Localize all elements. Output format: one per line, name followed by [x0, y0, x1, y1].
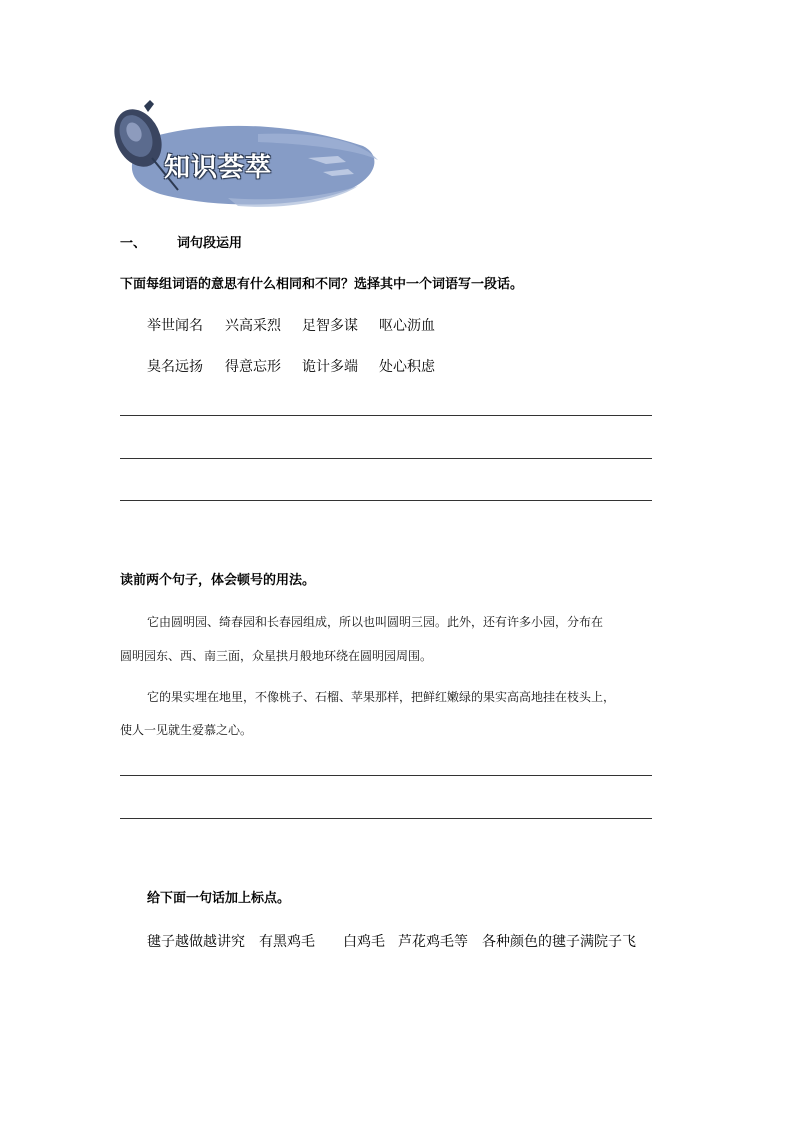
sentence-fragment: 芦花鸡毛等 [398, 934, 468, 950]
passage-line: 它的果实埋在地里，不像桃子、石榴、苹果那样，把鲜红嫩绿的果实高高地挂在枝头上， [147, 690, 616, 704]
sentence-fragment: 白鸡毛 [343, 934, 385, 950]
passage-line: 使人一见就生爱慕之心。 [120, 723, 253, 737]
answer-line[interactable] [120, 775, 652, 776]
word-item: 得意忘形 [225, 359, 281, 375]
answer-line[interactable] [120, 818, 652, 819]
section-title: 词句段运用 [177, 236, 243, 251]
section-banner [108, 98, 388, 216]
sentence-fragment: 各种颜色的毽子满院子飞 [482, 934, 636, 950]
answer-line[interactable] [120, 458, 652, 459]
question3-prompt: 给下面一句话加上标点。 [147, 891, 291, 906]
sentence-fragment: 有黑鸡毛 [259, 934, 315, 950]
answer-line[interactable] [120, 500, 652, 501]
question2-prompt: 读前两个句子，体会顿号的用法。 [120, 573, 316, 588]
word-item: 臭名远扬 [147, 359, 203, 375]
word-item: 呕心沥血 [379, 318, 435, 334]
word-item: 足智多谋 [302, 318, 358, 334]
passage-line: 圆明园东、西、南三面，众星拱月般地环绕在圆明园周围。 [120, 649, 433, 663]
passage-line: 它由圆明园、绮春园和长春园组成，所以也叫圆明三园。此外，还有许多小园，分布在 [147, 615, 604, 629]
banner-title: 知识荟萃 [164, 153, 273, 183]
word-item: 举世闻名 [147, 318, 203, 334]
word-item: 处心积虑 [379, 359, 435, 375]
question1-prompt: 下面每组词语的意思有什么相同和不同？选择其中一个词语写一段话。 [120, 277, 524, 292]
answer-line[interactable] [120, 415, 652, 416]
word-item: 兴高采烈 [225, 318, 281, 334]
sentence-fragment: 毽子越做越讲究 [147, 934, 245, 950]
section-number: 一、 [120, 236, 147, 251]
word-item: 诡计多端 [302, 359, 358, 375]
